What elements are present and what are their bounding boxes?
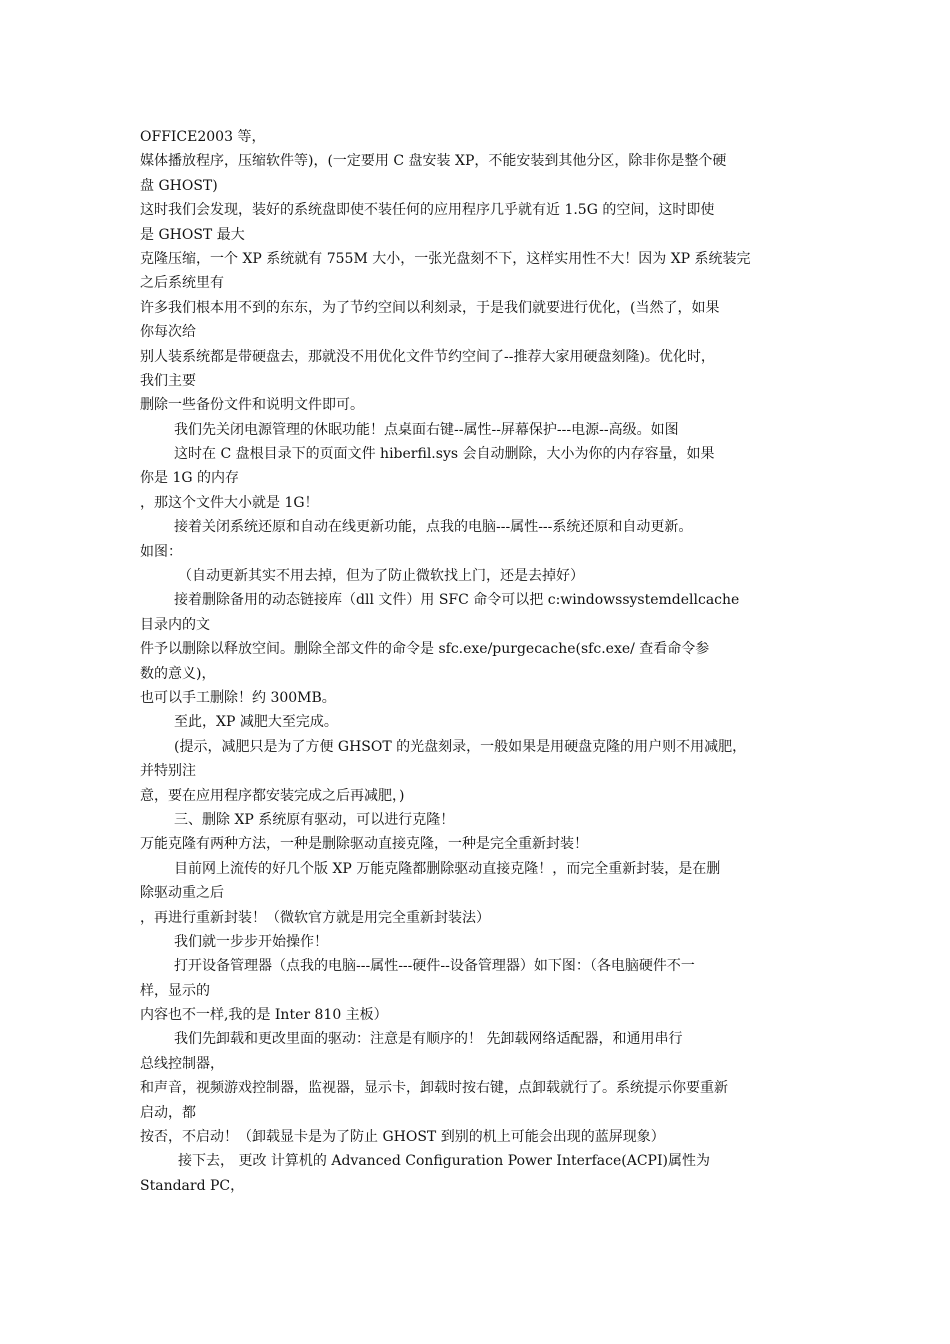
text-line: 别人装系统都是带硬盘去，那就没不用优化文件节约空间了--推荐大家用硬盘刻隆)。优化时， (140, 348, 715, 365)
text-line: ，再进行重新封装！（微软官方就是用完全重新封装法） (140, 909, 490, 926)
text-line: 件予以删除以释放空间。删除全部文件的命令是 sfc.exe/purgecache(sfc.exe/ 查看命令参 (140, 641, 710, 658)
text-line: 启动，都 (140, 1104, 196, 1121)
text-line: 目前网上流传的好几个版 XP 万能克隆都删除驱动直接克隆！，而完全重新封装，是在删 (174, 860, 721, 877)
text-line: 删除一些备份文件和说明文件即可。 (140, 397, 364, 414)
text-line: 盘 GHOST) (140, 177, 218, 194)
text-line: 我们先关闭电源管理的休眠功能！点桌面右键--属性--屏幕保护---电源--高级。如图 (174, 421, 679, 438)
text-line: 万能克隆有两种方法，一种是删除驱动直接克隆，一种是完全重新封装！ (140, 836, 588, 853)
text-line: 打开设备管理器（点我的电脑---属性---硬件--设备管理器）如下图：（各电脑硬件不一 (174, 958, 695, 975)
text-line: 样，显示的 (140, 982, 210, 999)
text-line: 目录内的文 (140, 616, 210, 633)
text-line: 意，要在应用程序都安装完成之后再减肥，) (140, 787, 405, 804)
text-line: 数的意义)， (140, 665, 216, 682)
text-line: 也可以手工删除！约 300MB。 (140, 689, 336, 706)
text-line: 三、删除 XP 系统原有驱动，可以进行克隆！ (174, 811, 455, 828)
text-line: 内容也不一样,我的是 Inter 810 主板） (140, 1007, 388, 1024)
text-line: 按否，不启动！（卸载显卡是为了防止 GHOST 到别的机上可能会出现的蓝屏现象） (140, 1129, 665, 1146)
text-line: Standard PC， (140, 1177, 245, 1194)
text-line: 媒体播放程序，压缩软件等)，(一定要用 C 盘安装 XP，不能安装到其他分区，除非你是整个硬 (140, 153, 727, 170)
text-line: 我们主要 (140, 372, 196, 389)
text-line: ，那这个文件大小就是 1G！ (140, 494, 319, 511)
text-line: 之后系统里有 (140, 275, 224, 292)
document-page (140, 125, 815, 1198)
text-line: 接着删除备用的动态链接库（dll 文件）用 SFC 命令可以把 c:windowssystemdellcache (174, 592, 740, 609)
text-line: 并特别注 (140, 763, 196, 780)
text-line: 和声音，视频游戏控制器，监视器，显示卡，卸载时按右键，点卸载就行了。系统提示你要重新 (140, 1080, 728, 1097)
text-line: 是 GHOST 最大 (140, 226, 245, 243)
text-line: 这时我们会发现，装好的系统盘即使不装任何的应用程序几乎就有近 1.5G 的空间，这时即使 (140, 202, 715, 219)
text-line: 我们就一步步开始操作！ (174, 933, 328, 950)
text-line: 许多我们根本用不到的东东，为了节约空间以利刻录，于是我们就要进行优化，(当然了，如果 (140, 299, 720, 316)
text-line: 你每次给 (140, 324, 196, 341)
text-line: （自动更新其实不用去掉，但为了防止微软找上门，还是去掉好） (178, 568, 584, 585)
text-line: 如图： (140, 543, 182, 560)
text-line: 这时在 C 盘根目录下的页面文件 hiberfil.sys 会自动删除，大小为你的内存容量，如果 (174, 446, 715, 463)
text-line: 你是 1G 的内存 (140, 470, 239, 487)
text-line: 克隆压缩，一个 XP 系统就有 755M 大小，一张光盘刻不下，这样实用性不大！因为 XP 系统装完 (140, 250, 751, 267)
text-line: 总线控制器， (140, 1055, 224, 1072)
text-line: 我们先卸载和更改里面的驱动：注意是有顺序的！ 先卸载网络适配器，和通用串行 (174, 1031, 683, 1048)
text-line: 接下去， 更改 计算机的 Advanced Configuration Power Interface(ACPI)属性为 (178, 1153, 710, 1170)
text-line: 至此，XP 减肥大至完成。 (174, 714, 338, 731)
text-line: 接着关闭系统还原和自动在线更新功能，点我的电脑---属性---系统还原和自动更新。 (174, 519, 693, 536)
text-line: OFFICE2003 等， (140, 129, 266, 145)
text-line: 除驱动重之后 (140, 885, 224, 902)
text-line: (提示，减肥只是为了方便 GHSOT 的光盘刻录，一般如果是用硬盘克隆的用户则不用减肥， (174, 738, 747, 755)
